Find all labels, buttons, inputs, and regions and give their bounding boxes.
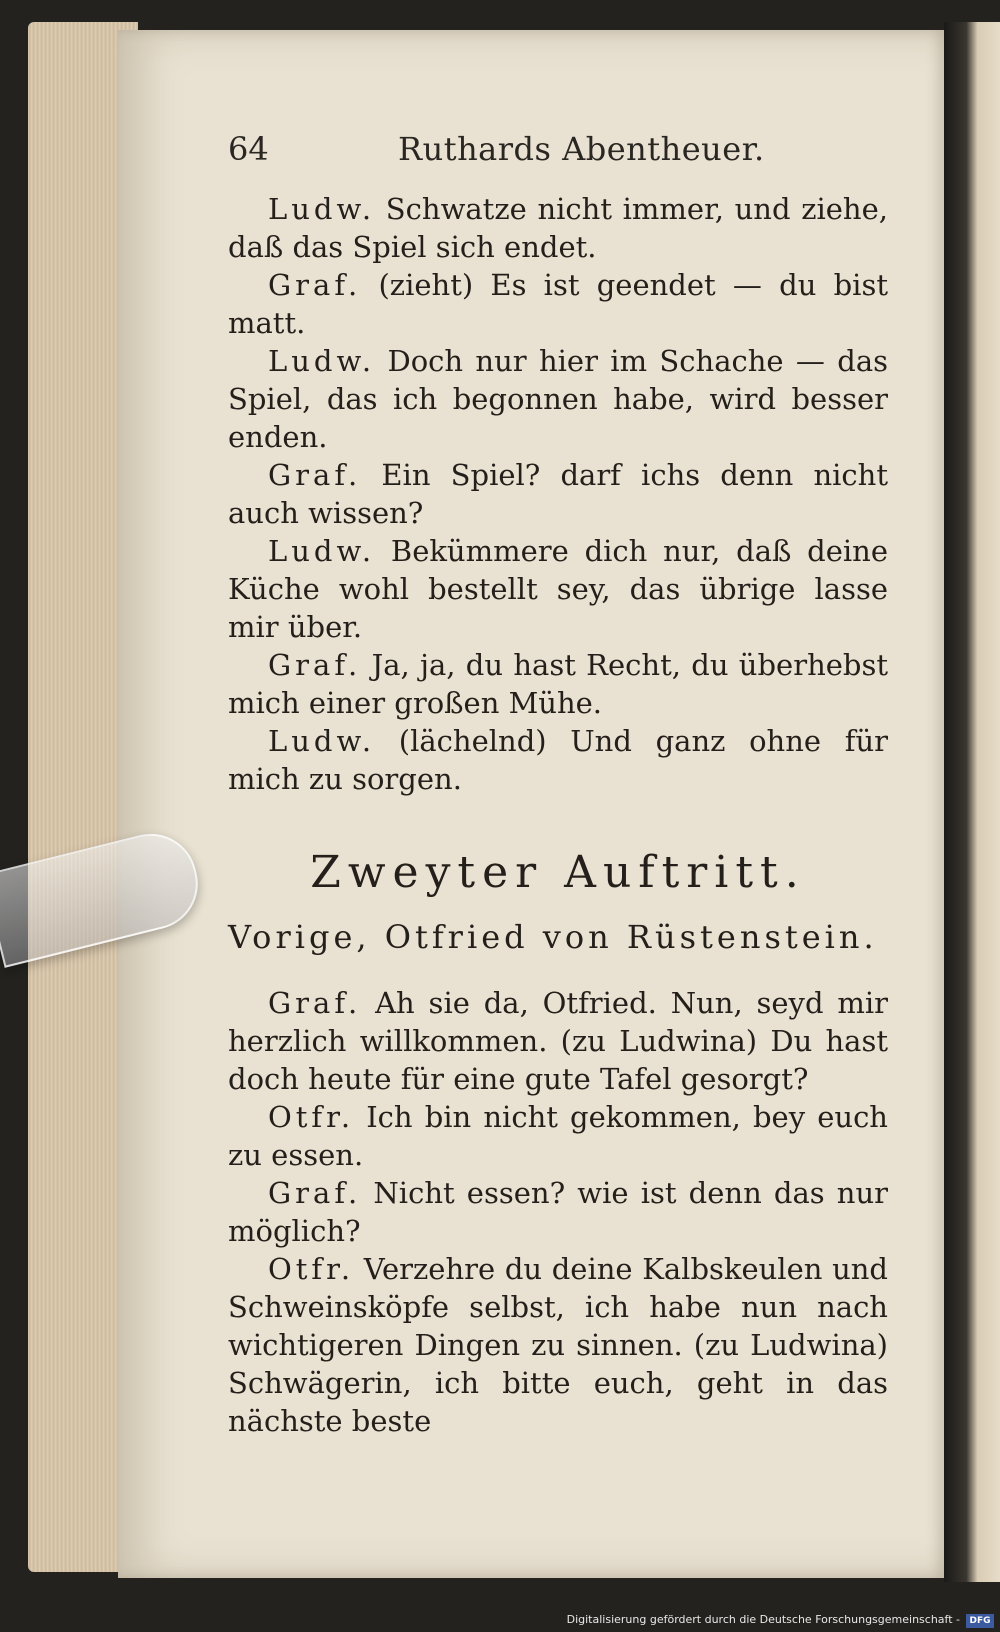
speech: (zieht) Es ist geendet — du bist matt.	[228, 268, 888, 340]
paragraph	[228, 190, 888, 266]
page-text	[228, 190, 888, 1440]
facing-page-edge	[944, 22, 1000, 1582]
speech: Schwatze nicht immer, und ziehe, daß das Spiel sich endet.	[228, 192, 888, 264]
paragraph	[228, 1098, 888, 1174]
digitization-credit: Digitalisierung gefördert durch die Deutsche Forschungsgemeinschaft -	[566, 1613, 960, 1626]
speaker: Ludw.	[268, 344, 376, 378]
speech: Ein Spiel? darf ichs denn nicht auch wissen?	[228, 458, 888, 530]
paragraph	[228, 1174, 888, 1250]
speech: Bekümmere dich nur, daß deine Küche wohl bestellt sey, das übrige lasse mir über.	[228, 534, 888, 644]
page-header	[228, 130, 888, 170]
dfg-logo: DFG	[966, 1614, 994, 1628]
paragraph	[228, 342, 888, 456]
speaker: Otfr.	[268, 1252, 355, 1286]
paragraph	[228, 984, 888, 1098]
paragraph	[228, 722, 888, 798]
running-title: Ruthards Abentheuer.	[398, 130, 765, 168]
paragraph	[228, 456, 888, 532]
speaker: Graf.	[268, 268, 362, 302]
speaker: Graf.	[268, 458, 362, 492]
speech: Doch nur hier im Schache — das Spiel, das ich begonnen habe, wird besser enden.	[228, 344, 888, 454]
speaker: Graf.	[268, 986, 362, 1020]
speaker: Graf.	[268, 1176, 362, 1210]
speech: Nicht essen? wie ist denn das nur möglich?	[228, 1176, 889, 1248]
paragraph	[228, 532, 888, 646]
cast-line: Vorige, Otfried von Rüstenstein.	[228, 918, 878, 956]
speaker: Ludw.	[268, 724, 376, 758]
speaker: Graf.	[268, 648, 362, 682]
speech: Ja, ja, du hast Recht, du überhebst mich einer großen Mühe.	[228, 648, 889, 720]
speech: Ich bin nicht gekommen, bey euch zu essen.	[228, 1100, 888, 1172]
speech: Ah sie da, Otfried. Nun, seyd mir herzlich willkommen. (zu Ludwina) Du hast doch heute für eine gute Tafel gesorgt?	[228, 986, 888, 1096]
speech: (lächelnd) Und ganz ohne für mich zu sorgen.	[228, 724, 888, 796]
speech: Verzehre du deine Kalbskeulen und Schweinsköpfe selbst, ich habe nun nach wichtigeren Dingen zu sinnen. (zu Ludwina) Schwägerin, ich bitte euch, geht in das nächste beste	[228, 1252, 888, 1438]
scene-heading: Zweyter Auftritt.	[310, 847, 806, 898]
page-number: 64	[228, 130, 269, 168]
speaker: Otfr.	[268, 1100, 355, 1134]
speaker: Ludw.	[268, 534, 376, 568]
speaker: Ludw.	[268, 192, 376, 226]
paragraph	[228, 646, 888, 722]
paragraph	[228, 266, 888, 342]
paragraph	[228, 1250, 888, 1440]
